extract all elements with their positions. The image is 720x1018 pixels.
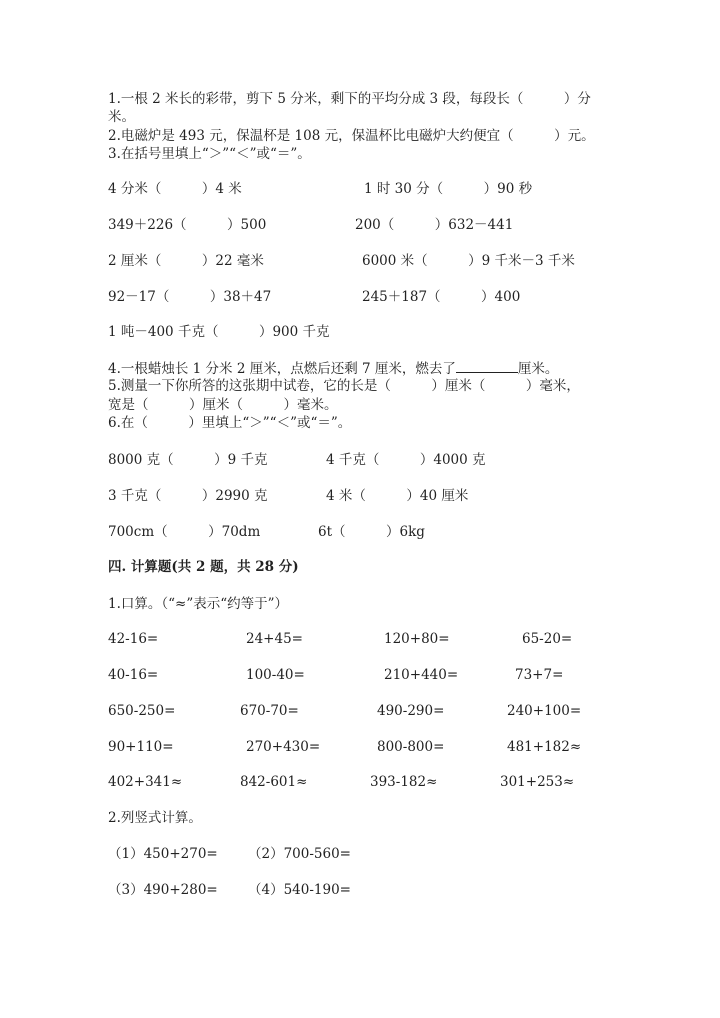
answer-blank[interactable] xyxy=(456,358,518,373)
compare-item: 200（ ）632－441 xyxy=(355,217,514,233)
oral-calc-row xyxy=(0,666,720,684)
compare-item: 1 时 30 分（ ）90 秒 xyxy=(364,181,533,197)
question-5-line-2: 宽是（ ）厘米（ ）毫米。 xyxy=(108,397,338,413)
section-heading: 四. 计算题(共 2 题，共 28 分) xyxy=(108,559,299,575)
compare-item: 92－17（ ）38＋47 xyxy=(108,289,272,305)
oral-calc-item: 402+341≈ xyxy=(108,774,183,790)
oral-calc-row xyxy=(0,773,720,791)
compare-item: 6000 米（ ）9 千米－3 千米 xyxy=(362,253,575,269)
vertical-calc-item: （2）700-560= xyxy=(248,846,351,862)
oral-calc-item: 490-290= xyxy=(377,703,445,719)
oral-calc-item: 842-601≈ xyxy=(240,774,308,790)
question-1-line-2: 米。 xyxy=(108,109,135,125)
oral-calc-item: 210+440= xyxy=(384,667,459,683)
vertical-calc-item: （3）490+280= xyxy=(108,882,218,898)
oral-calc-item: 481+182≈ xyxy=(507,739,582,755)
oral-calc-item: 650-250= xyxy=(108,703,176,719)
compare-row xyxy=(0,216,720,234)
question-2: 2.电磁炉是 493 元，保温杯是 108 元，保温杯比电磁炉大约便宜（ ）元。 xyxy=(108,128,595,144)
compare-item: 4 千克（ ）4000 克 xyxy=(326,452,486,468)
oral-calc-item: 40-16= xyxy=(108,667,159,683)
question-4 xyxy=(108,358,558,378)
compare-row xyxy=(0,487,720,505)
compare-item: 2 厘米（ ）22 毫米 xyxy=(108,253,264,269)
compare-row xyxy=(0,288,720,306)
oral-calc-row xyxy=(0,738,720,756)
question-4-text: 4.一根蜡烛长 1 分米 2 厘米，点燃后还剩 7 厘米，燃去了 xyxy=(108,361,456,377)
question-5-line-1: 5.测量一下你所答的这张期中试卷，它的长是（ ）厘米（ ）毫米， xyxy=(108,378,580,394)
question-3-title: 3.在括号里填上“＞”“＜”或“＝”。 xyxy=(108,146,311,162)
oral-calc-row xyxy=(0,630,720,648)
oral-calc-item: 270+430= xyxy=(246,739,321,755)
oral-calc-item: 120+80= xyxy=(384,631,450,647)
compare-row xyxy=(0,323,720,341)
compare-row xyxy=(0,180,720,198)
oral-calc-item: 100-40= xyxy=(246,667,305,683)
oral-calc-row xyxy=(0,702,720,720)
question-1-line-1: 1.一根 2 米长的彩带，剪下 5 分米，剩下的平均分成 3 段，每段长（ ）分 xyxy=(108,91,591,107)
oral-calc-item: 42-16= xyxy=(108,631,159,647)
compare-item: 3 千克（ ）2990 克 xyxy=(108,488,268,504)
compare-row xyxy=(0,252,720,270)
oral-calc-item: 301+253≈ xyxy=(500,774,575,790)
oral-calc-item: 24+45= xyxy=(246,631,303,647)
compare-item: 4 米（ ）40 厘米 xyxy=(326,488,469,504)
compare-row xyxy=(0,523,720,541)
oral-calc-title: 1.口算。（“≈”表示“约等于”） xyxy=(108,596,289,612)
oral-calc-item: 670-70= xyxy=(240,703,299,719)
oral-calc-item: 800-800= xyxy=(377,739,445,755)
question-6-title: 6.在（ ）里填上“＞”“＜”或“＝”。 xyxy=(108,415,352,431)
vertical-calc-row xyxy=(0,881,720,899)
compare-item: 1 吨－400 千克（ ）900 千克 xyxy=(108,324,330,340)
oral-calc-item: 65-20= xyxy=(522,631,573,647)
oral-calc-item: 90+110= xyxy=(108,739,174,755)
compare-item: 700cm（ ）70dm xyxy=(108,524,261,540)
compare-item: 6t（ ）6kg xyxy=(318,524,425,540)
oral-calc-item: 73+7= xyxy=(515,667,564,683)
oral-calc-item: 393-182≈ xyxy=(370,774,438,790)
compare-item: 8000 克（ ）9 千克 xyxy=(108,452,268,468)
question-4-unit: 厘米。 xyxy=(517,361,559,377)
compare-item: 4 分米（ ）4 米 xyxy=(108,181,242,197)
vertical-calc-row xyxy=(0,845,720,863)
vertical-calc-item: （4）540-190= xyxy=(248,882,351,898)
compare-item: 245＋187（ ）400 xyxy=(362,289,521,305)
vertical-calc-title: 2.列竖式计算。 xyxy=(108,810,202,826)
vertical-calc-item: （1）450+270= xyxy=(108,846,218,862)
compare-row xyxy=(0,451,720,469)
oral-calc-item: 240+100= xyxy=(507,703,582,719)
compare-item: 349＋226（ ）500 xyxy=(108,217,267,233)
